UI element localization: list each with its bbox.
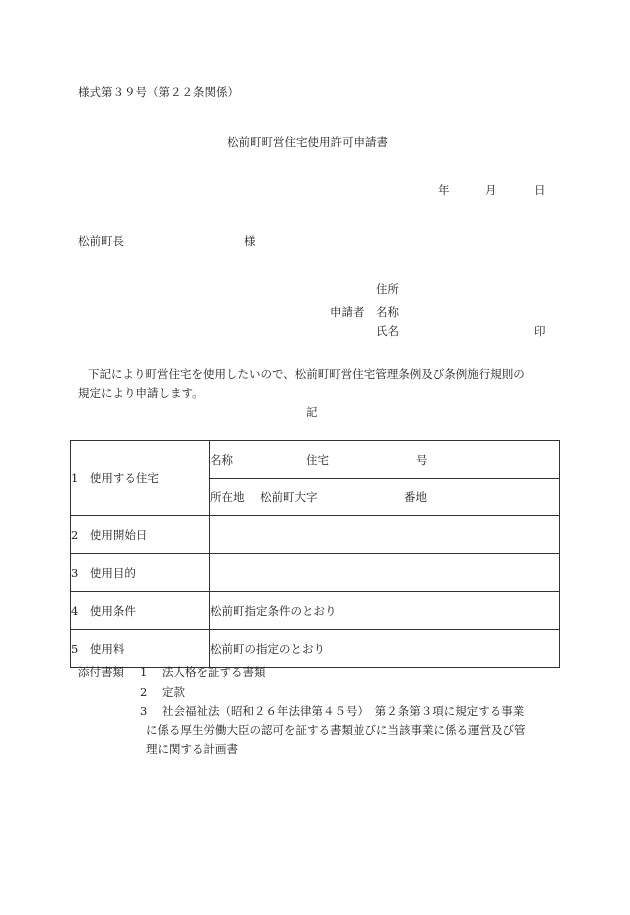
location-town: 松前町大字 [260, 490, 318, 504]
location-lot-label: 番地 [404, 490, 427, 504]
attachment-text-3-line2: に係る厚生労働大臣の認可を証する書類並びに当該事業に係る運営及び管 [146, 723, 526, 737]
seal-mark: 印 [534, 324, 546, 338]
purpose-value [210, 554, 560, 592]
table-row [71, 592, 560, 630]
table-row [71, 630, 560, 668]
row-label-purpose: 3 使用目的 [71, 554, 210, 592]
attachment-text-3-line3: 理に関する計画書 [146, 742, 238, 756]
row-label-start-date: 2 使用開始日 [71, 516, 210, 554]
date-year: 年 [438, 183, 450, 197]
addressee-name: 松前町長 [78, 234, 124, 248]
attachment-num-2: 2 [140, 685, 148, 699]
housing-name-label: 名称 [210, 452, 233, 467]
attachment-num-3: 3 [140, 704, 148, 718]
attachment-num-1: 1 [140, 665, 148, 679]
addressee-honorific: 様 [244, 234, 256, 248]
housing-label: 住宅 [306, 452, 329, 467]
table-row [71, 441, 560, 479]
applicant-person-label: 氏名 [376, 324, 399, 338]
attachments-heading: 添付書類 [78, 665, 124, 679]
applicant-address-label: 住所 [376, 282, 399, 296]
form-number: 様式第３９号（第２２条関係） [78, 85, 239, 99]
location-label: 所在地 [210, 490, 245, 504]
housing-location-cell [210, 479, 560, 516]
body-text-line1: 下記により町営住宅を使用したいので、松前町町営住宅管理条例及び条例施行規則の [88, 367, 525, 381]
form-title: 松前町町営住宅使用許可申請書 [227, 135, 388, 149]
applicant-role-label: 申請者 [330, 305, 365, 319]
row-label-conditions: 4 使用条件 [71, 592, 210, 630]
table-row [71, 516, 560, 554]
date-month: 月 [485, 183, 497, 197]
housing-name-cell [210, 441, 560, 479]
conditions-value: 松前町指定条件のとおり [210, 592, 560, 630]
body-text-line2: 規定により申請します。 [78, 386, 204, 400]
date-day: 日 [534, 183, 546, 197]
row-label-fee: 5 使用料 [71, 630, 210, 668]
attachment-text-3-line1: 社会福祉法（昭和２６年法律第４５号） 第２条第３項に規定する事業 [162, 704, 525, 718]
attachment-text-1: 法人格を証する書類 [162, 665, 266, 679]
note-heading: 記 [306, 405, 318, 419]
fee-value: 松前町の指定のとおり [210, 630, 560, 668]
application-table [70, 440, 560, 668]
table-row [71, 554, 560, 592]
housing-number-label: 号 [416, 452, 428, 467]
start-date-value [210, 516, 560, 554]
applicant-name-label: 名称 [376, 305, 399, 319]
row-label-housing: 1 使用する住宅 [71, 441, 210, 516]
attachment-text-2: 定款 [162, 685, 185, 699]
